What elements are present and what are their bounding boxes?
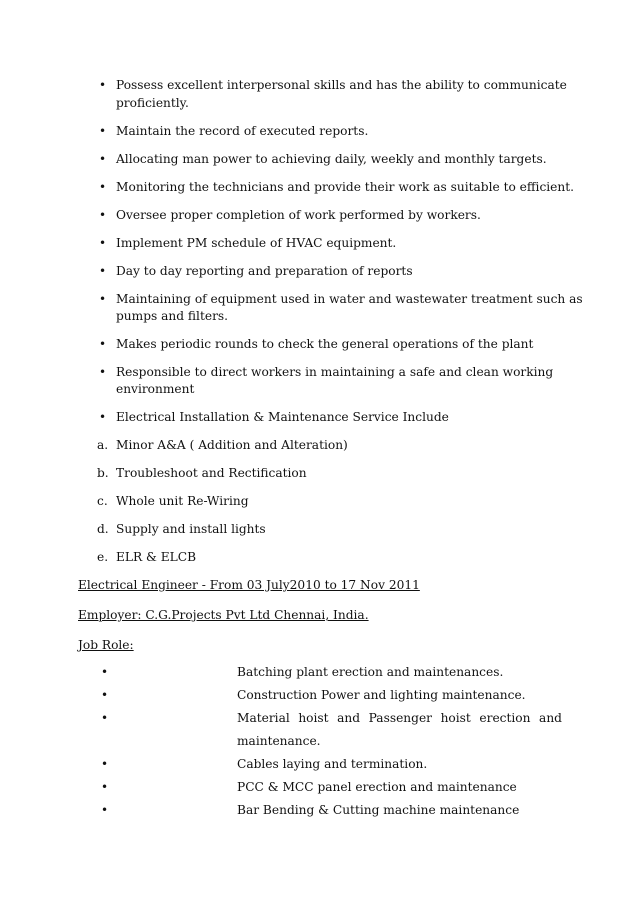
word: hoist (298, 711, 329, 725)
bullet-marker: • (99, 410, 107, 424)
bullet-marker: • (101, 803, 109, 817)
bullet-marker: • (99, 208, 107, 222)
letter-marker: b. (97, 466, 109, 480)
bullet-marker: • (101, 757, 109, 771)
bullet-marker: • (99, 180, 107, 194)
sublist-item: Minor A&A ( Addition and Alteration) (116, 438, 348, 452)
bullet-marker: • (99, 236, 107, 250)
job-item: Cables laying and termination. (237, 757, 428, 771)
word: Material (237, 711, 290, 725)
list-item-continuation: proficiently. (116, 96, 189, 110)
bullet-marker: • (101, 711, 109, 725)
list-item: Monitoring the technicians and provide their work as suitable to efficient. (116, 180, 575, 194)
bullet-marker: • (99, 124, 107, 138)
sublist-item: Supply and install lights (116, 522, 266, 536)
word: Passenger (368, 711, 432, 725)
list-item: Day to day reporting and preparation of reports (116, 264, 413, 278)
letter-marker: e. (97, 550, 109, 564)
bullet-marker: • (99, 78, 107, 92)
job-item: Bar Bending & Cutting machine maintenance (237, 803, 520, 817)
list-item: Maintain the record of executed reports. (116, 124, 369, 138)
list-item: Implement PM schedule of HVAC equipment. (116, 236, 397, 250)
employer-heading: Employer: C.G.Projects Pvt Ltd Chennai, India. (78, 608, 369, 622)
list-item-continuation: pumps and filters. (116, 309, 229, 323)
sublist-item: Troubleshoot and Rectification (116, 466, 307, 480)
letter-marker: a. (97, 438, 109, 452)
bullet-marker: • (99, 152, 107, 166)
job-role-heading: Job Role: (78, 638, 134, 652)
job-item: PCC & MCC panel erection and maintenance (237, 780, 517, 794)
bullet-marker: • (101, 688, 109, 702)
job-item-continuation: maintenance. (237, 734, 321, 748)
list-item: Allocating man power to achieving daily, weekly and monthly targets. (116, 152, 547, 166)
list-item: Possess excellent interpersonal skills and has the ability to communicate (116, 78, 567, 92)
bullet-marker: • (99, 365, 107, 379)
bullet-marker: • (101, 780, 109, 794)
list-item: Responsible to direct workers in maintaining a safe and clean working (116, 365, 554, 379)
list-item: Makes periodic rounds to check the general operations of the plant (116, 337, 534, 351)
job-item: Construction Power and lighting maintenance. (237, 688, 526, 702)
letter-marker: d. (97, 522, 109, 536)
bullet-marker: • (99, 264, 107, 278)
list-item: Maintaining of equipment used in water and wastewater treatment such as (116, 292, 583, 306)
bullet-marker: • (99, 292, 107, 306)
word: and (337, 711, 361, 725)
job-item: Batching plant erection and maintenances. (237, 665, 504, 679)
bullet-marker: • (101, 665, 109, 679)
job-title-heading: Electrical Engineer - From 03 July2010 to 17 Nov 2011 (78, 578, 420, 592)
letter-marker: c. (97, 494, 108, 508)
list-item: Electrical Installation & Maintenance Service Include (116, 410, 449, 424)
word: erection (479, 711, 531, 725)
sublist-item: ELR & ELCB (116, 550, 197, 564)
job-item-justified (237, 710, 562, 726)
word: and (539, 711, 562, 725)
sublist-item: Whole unit Re-Wiring (116, 494, 249, 508)
bullet-marker: • (99, 337, 107, 351)
list-item: Oversee proper completion of work performed by workers. (116, 208, 481, 222)
list-item-continuation: environment (116, 382, 195, 396)
word: hoist (440, 711, 471, 725)
